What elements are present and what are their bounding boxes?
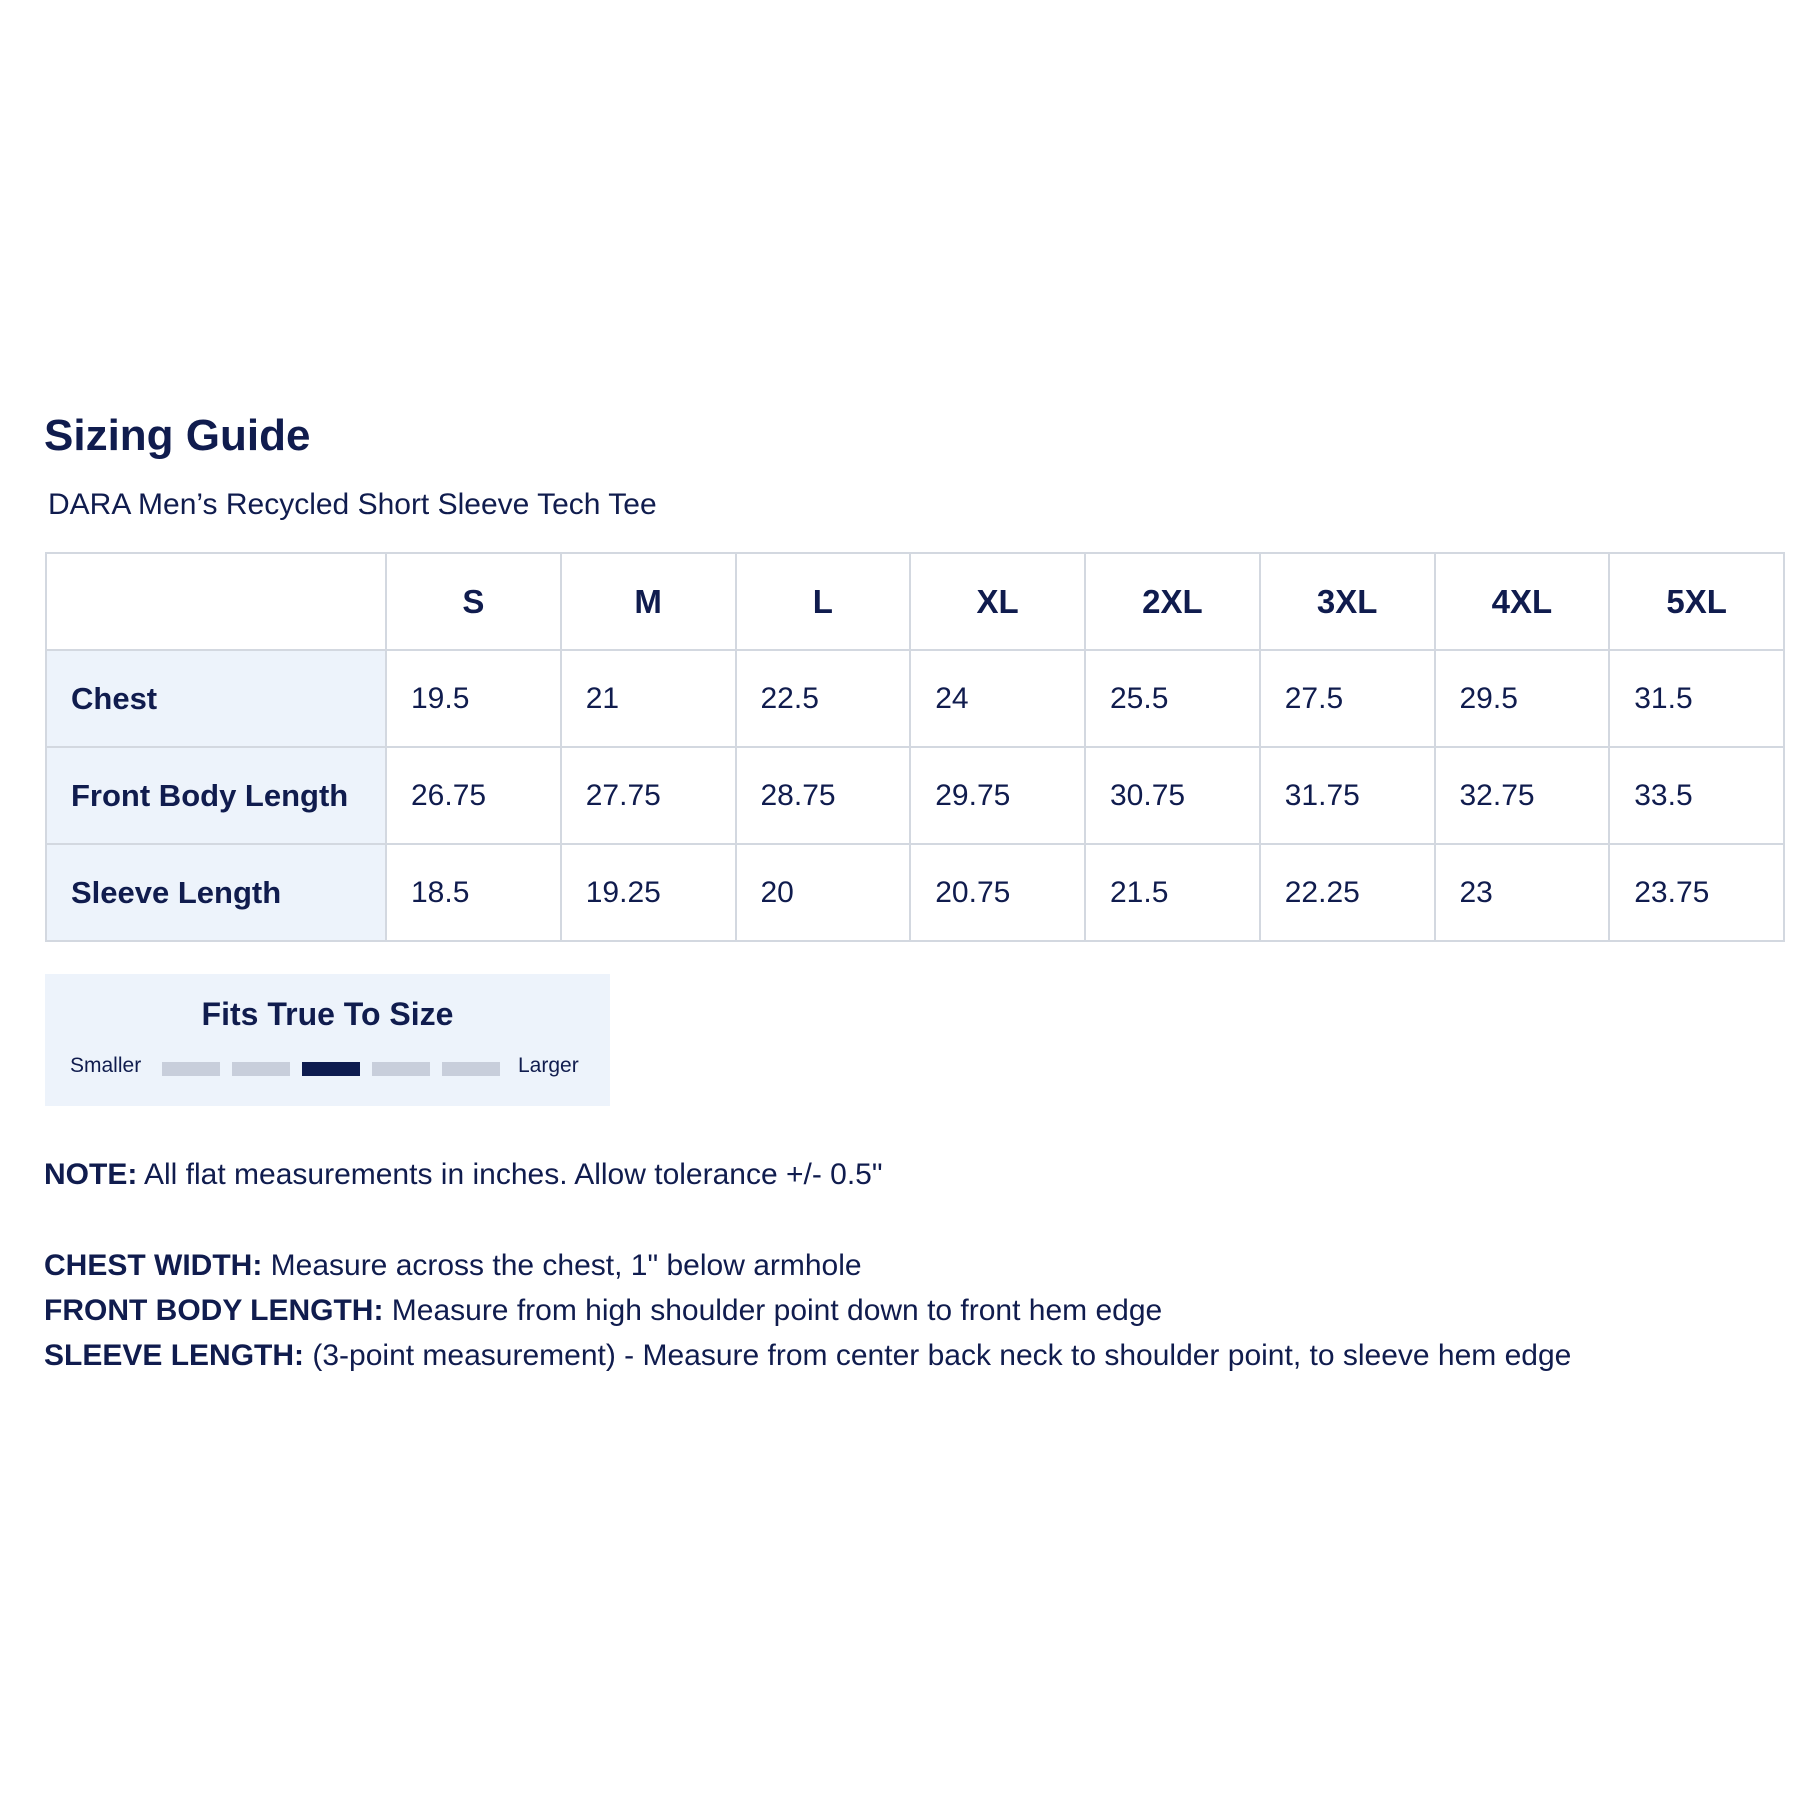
- size-header-row: [46, 553, 1784, 650]
- corner-cell: [46, 553, 386, 650]
- table-cell: 19.5: [386, 650, 561, 747]
- fit-segment: [372, 1062, 430, 1076]
- fit-segment: [162, 1062, 220, 1076]
- chest-width-text: Measure across the chest, 1" below armhole: [262, 1249, 862, 1282]
- table-row-front-body-length: [46, 747, 1784, 844]
- table-cell: 21: [561, 650, 736, 747]
- table-cell: 32.75: [1435, 747, 1610, 844]
- table-cell: 24: [910, 650, 1085, 747]
- table-cell: 23.75: [1609, 844, 1784, 941]
- table-cell: 33.5: [1609, 747, 1784, 844]
- page-title: Sizing Guide: [44, 411, 311, 460]
- table-cell: 21.5: [1085, 844, 1260, 941]
- fit-indicator: [45, 974, 610, 1106]
- table-cell: 31.75: [1260, 747, 1435, 844]
- table-cell: 22.5: [736, 650, 911, 747]
- table-cell: 20: [736, 844, 911, 941]
- size-header-2xl: 2XL: [1085, 553, 1260, 650]
- row-label-sleeve-length: Sleeve Length: [46, 844, 386, 941]
- size-header-4xl: 4XL: [1435, 553, 1610, 650]
- table-cell: 29.5: [1435, 650, 1610, 747]
- size-header-m: M: [561, 553, 736, 650]
- fit-larger-label: Larger: [518, 1054, 579, 1077]
- fit-smaller-label: Smaller: [70, 1054, 142, 1077]
- product-subtitle: DARA Men’s Recycled Short Sleeve Tech Tee: [48, 488, 657, 521]
- table-cell: 30.75: [1085, 747, 1260, 844]
- table-cell: 25.5: [1085, 650, 1260, 747]
- sleeve-length-label: SLEEVE LENGTH:: [44, 1339, 305, 1372]
- size-header-xl: XL: [910, 553, 1085, 650]
- fit-segment-active: [302, 1062, 360, 1076]
- row-label-front-body-length: Front Body Length: [46, 747, 386, 844]
- fit-title: Fits True To Size: [201, 996, 454, 1032]
- table-cell: 18.5: [386, 844, 561, 941]
- note-sleeve-length: [44, 1336, 1784, 1375]
- note-text: All flat measurements in inches. Allow tolerance +/- 0.5": [137, 1158, 883, 1191]
- note-tolerance: [44, 1155, 1784, 1194]
- table-cell: 22.25: [1260, 844, 1435, 941]
- table-cell: 31.5: [1609, 650, 1784, 747]
- size-header-3xl: 3XL: [1260, 553, 1435, 650]
- size-header-5xl: 5XL: [1609, 553, 1784, 650]
- note-label: NOTE:: [44, 1158, 138, 1191]
- front-body-length-text: Measure from high shoulder point down to front hem edge: [383, 1294, 1163, 1327]
- size-header-l: L: [736, 553, 911, 650]
- fit-segment: [442, 1062, 500, 1076]
- table-row-sleeve-length: [46, 844, 1784, 941]
- fit-scale: [70, 1052, 600, 1082]
- note-front-body-length: [44, 1291, 1784, 1330]
- table-cell: 27.75: [561, 747, 736, 844]
- table-cell: 27.5: [1260, 650, 1435, 747]
- table-cell: 23: [1435, 844, 1610, 941]
- table-cell: 26.75: [386, 747, 561, 844]
- measurement-notes: [44, 1155, 1784, 1375]
- chest-width-label: CHEST WIDTH:: [44, 1249, 263, 1282]
- front-body-length-label: FRONT BODY LENGTH:: [44, 1294, 384, 1327]
- row-label-chest: Chest: [46, 650, 386, 747]
- table-cell: 20.75: [910, 844, 1085, 941]
- size-chart-table: [45, 552, 1785, 942]
- table-cell: 19.25: [561, 844, 736, 941]
- fit-segment: [232, 1062, 290, 1076]
- table-row-chest: [46, 650, 1784, 747]
- size-header-s: S: [386, 553, 561, 650]
- table-cell: 29.75: [910, 747, 1085, 844]
- note-chest-width: [44, 1246, 1784, 1285]
- sleeve-length-text: (3-point measurement) - Measure from center back neck to shoulder point, to sleeve hem edge: [304, 1339, 1572, 1372]
- table-cell: 28.75: [736, 747, 911, 844]
